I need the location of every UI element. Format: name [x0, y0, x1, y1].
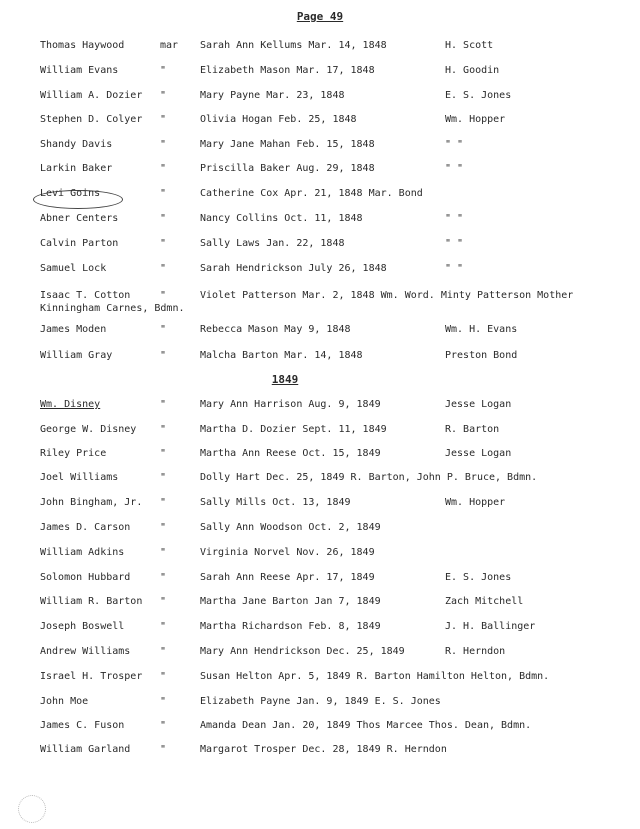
groom-name: Wm. Disney — [40, 399, 101, 410]
record-row — [0, 744, 640, 762]
record-row — [0, 547, 640, 565]
bride-and-date: Mary Ann Harrison Aug. 9, 1849 — [200, 399, 381, 410]
bride-and-date: Elizabeth Mason Mar. 17, 1848 — [200, 65, 375, 76]
bride-and-date: Sally Ann Woodson Oct. 2, 1849 — [200, 522, 381, 533]
bride-and-date: Nancy Collins Oct. 11, 1848 — [200, 213, 363, 224]
bride-and-date: Sarah Ann Reese Apr. 17, 1849 — [200, 572, 375, 583]
ditto-mark: " — [160, 522, 167, 533]
ditto-mark: " — [160, 163, 167, 174]
groom-name: William Adkins — [40, 547, 125, 558]
ditto-mark: " — [160, 139, 167, 150]
witness-name: Zach Mitchell — [445, 596, 524, 607]
year-heading: 1849 — [271, 373, 299, 386]
bride-and-date: Virginia Norvel Nov. 26, 1849 — [200, 547, 375, 558]
record-row — [0, 696, 640, 714]
ditto-mark: " — [160, 114, 167, 125]
groom-name: Joel Williams — [40, 472, 119, 483]
bride-and-date: Martha D. Dozier Sept. 11, 1849 — [200, 424, 387, 435]
witness-name: " " — [445, 139, 464, 150]
groom-name: Shandy Davis — [40, 139, 113, 150]
ditto-mark: " — [160, 646, 167, 657]
ditto-mark: " — [160, 424, 167, 435]
record-row — [0, 114, 640, 132]
record-row — [0, 238, 640, 256]
witness-name: E. S. Jones — [445, 572, 512, 583]
witness-name: H. Scott — [445, 40, 494, 51]
witness-name: " " — [445, 163, 464, 174]
bride-and-date: Susan Helton Apr. 5, 1849 R. Barton Hamilton Helton, Bdmn. — [200, 671, 550, 682]
witness-name: H. Goodin — [445, 65, 500, 76]
groom-name: William A. Dozier — [40, 90, 143, 101]
bride-and-date: Sarah Hendrickson July 26, 1848 — [200, 263, 387, 274]
bride-and-date: Sarah Ann Kellums Mar. 14, 1848 — [200, 40, 387, 51]
witness-name: Wm. Hopper — [445, 497, 506, 508]
ditto-mark: " — [160, 621, 167, 632]
groom-name: George W. Disney — [40, 424, 137, 435]
record-row — [0, 350, 640, 368]
bride-and-date: Margarot Trosper Dec. 28, 1849 R. Herndon — [200, 744, 447, 755]
bride-and-date: Violet Patterson Mar. 2, 1848 Wm. Word. Minty Patterson Mother — [200, 290, 574, 301]
record-row — [0, 303, 640, 321]
ditto-mark: " — [160, 547, 167, 558]
bride-and-date: Sally Laws Jan. 22, 1848 — [200, 238, 345, 249]
bride-and-date: Martha Jane Barton Jan 7, 1849 — [200, 596, 381, 607]
witness-name: R. Herndon — [445, 646, 506, 657]
bride-and-date: Olivia Hogan Feb. 25, 1848 — [200, 114, 357, 125]
record-row — [0, 65, 640, 83]
record-row — [0, 621, 640, 639]
record-row — [0, 263, 640, 281]
groom-name: Israel H. Trosper — [40, 671, 143, 682]
witness-name: J. H. Ballinger — [445, 621, 536, 632]
groom-name: James Moden — [40, 324, 107, 335]
bride-and-date: Mary Payne Mar. 23, 1848 — [200, 90, 345, 101]
witness-name: " " — [445, 238, 464, 249]
record-row — [0, 646, 640, 664]
witness-name: Preston Bond — [445, 350, 518, 361]
groom-name: Joseph Boswell — [40, 621, 125, 632]
record-row — [0, 596, 640, 614]
witness-name: " " — [445, 213, 464, 224]
page-stain-mark — [18, 795, 46, 823]
record-row — [0, 90, 640, 108]
record-row — [0, 213, 640, 231]
witness-name: Jesse Logan — [445, 399, 512, 410]
witness-name: Jesse Logan — [445, 448, 512, 459]
groom-name: Levi Goins — [40, 188, 101, 199]
witness-name: Wm. Hopper — [445, 114, 506, 125]
ditto-mark: " — [160, 238, 167, 249]
ditto-mark: " — [160, 744, 167, 755]
ditto-mark: " — [160, 324, 167, 335]
ditto-mark: " — [160, 213, 167, 224]
bride-and-date: Priscilla Baker Aug. 29, 1848 — [200, 163, 375, 174]
ditto-mark: " — [160, 572, 167, 583]
ditto-mark: " — [160, 188, 167, 199]
record-row — [0, 720, 640, 738]
groom-name: William Garland — [40, 744, 131, 755]
ditto-mark: " — [160, 350, 167, 361]
record-row — [0, 163, 640, 181]
record-row — [0, 188, 640, 206]
page-title: Page 49 — [296, 10, 344, 23]
groom-name: William Evans — [40, 65, 119, 76]
groom-name: Isaac T. Cotton — [40, 290, 131, 301]
groom-name: Andrew Williams — [40, 646, 131, 657]
groom-name: Thomas Haywood — [40, 40, 125, 51]
groom-name: Calvin Parton — [40, 238, 119, 249]
bride-and-date: Catherine Cox Apr. 21, 1848 Mar. Bond — [200, 188, 423, 199]
record-row — [0, 399, 640, 417]
ditto-mark: " — [160, 720, 167, 731]
ditto-mark: " — [160, 497, 167, 508]
ditto-mark: " — [160, 448, 167, 459]
groom-name: John Bingham, Jr. — [40, 497, 143, 508]
record-row — [0, 472, 640, 490]
record-row — [0, 424, 640, 442]
record-row — [0, 572, 640, 590]
witness-name: E. S. Jones — [445, 90, 512, 101]
record-row — [0, 448, 640, 466]
bride-and-date: Elizabeth Payne Jan. 9, 1849 E. S. Jones — [200, 696, 441, 707]
groom-name: John Moe — [40, 696, 89, 707]
ditto-mark: " — [160, 696, 167, 707]
bride-and-date: Mary Ann Hendrickson Dec. 25, 1849 — [200, 646, 405, 657]
groom-name: James D. Carson — [40, 522, 131, 533]
ditto-mark: " — [160, 263, 167, 274]
groom-name: Kinningham Carnes, Bdmn. — [40, 303, 185, 314]
ditto-mark: " — [160, 65, 167, 76]
record-row — [0, 522, 640, 540]
groom-name: William Gray — [40, 350, 113, 361]
bride-and-date: Dolly Hart Dec. 25, 1849 R. Barton, John P. Bruce, Bdmn. — [200, 472, 538, 483]
ditto-mark: " — [160, 472, 167, 483]
groom-name: Riley Price — [40, 448, 107, 459]
record-row — [0, 497, 640, 515]
bride-and-date: Rebecca Mason May 9, 1848 — [200, 324, 351, 335]
groom-name: Abner Centers — [40, 213, 119, 224]
bride-and-date: Amanda Dean Jan. 20, 1849 Thos Marcee Thos. Dean, Bdmn. — [200, 720, 532, 731]
groom-name: William R. Barton — [40, 596, 143, 607]
groom-name: Solomon Hubbard — [40, 572, 131, 583]
witness-name: Wm. H. Evans — [445, 324, 518, 335]
groom-name: Larkin Baker — [40, 163, 113, 174]
ditto-mark: " — [160, 399, 167, 410]
groom-name: Samuel Lock — [40, 263, 107, 274]
ditto-mark: " — [160, 671, 167, 682]
bride-and-date: Martha Richardson Feb. 8, 1849 — [200, 621, 381, 632]
ditto-mark: mar — [160, 40, 179, 51]
record-row — [0, 324, 640, 342]
groom-name: James C. Fuson — [40, 720, 125, 731]
record-row — [0, 671, 640, 689]
ditto-mark: " — [160, 290, 167, 301]
record-row — [0, 40, 640, 58]
bride-and-date: Martha Ann Reese Oct. 15, 1849 — [200, 448, 381, 459]
witness-name: " " — [445, 263, 464, 274]
groom-name: Stephen D. Colyer — [40, 114, 143, 125]
bride-and-date: Mary Jane Mahan Feb. 15, 1848 — [200, 139, 375, 150]
bride-and-date: Malcha Barton Mar. 14, 1848 — [200, 350, 363, 361]
record-row — [0, 139, 640, 157]
witness-name: R. Barton — [445, 424, 500, 435]
ditto-mark: " — [160, 596, 167, 607]
bride-and-date: Sally Mills Oct. 13, 1849 — [200, 497, 351, 508]
ditto-mark: " — [160, 90, 167, 101]
